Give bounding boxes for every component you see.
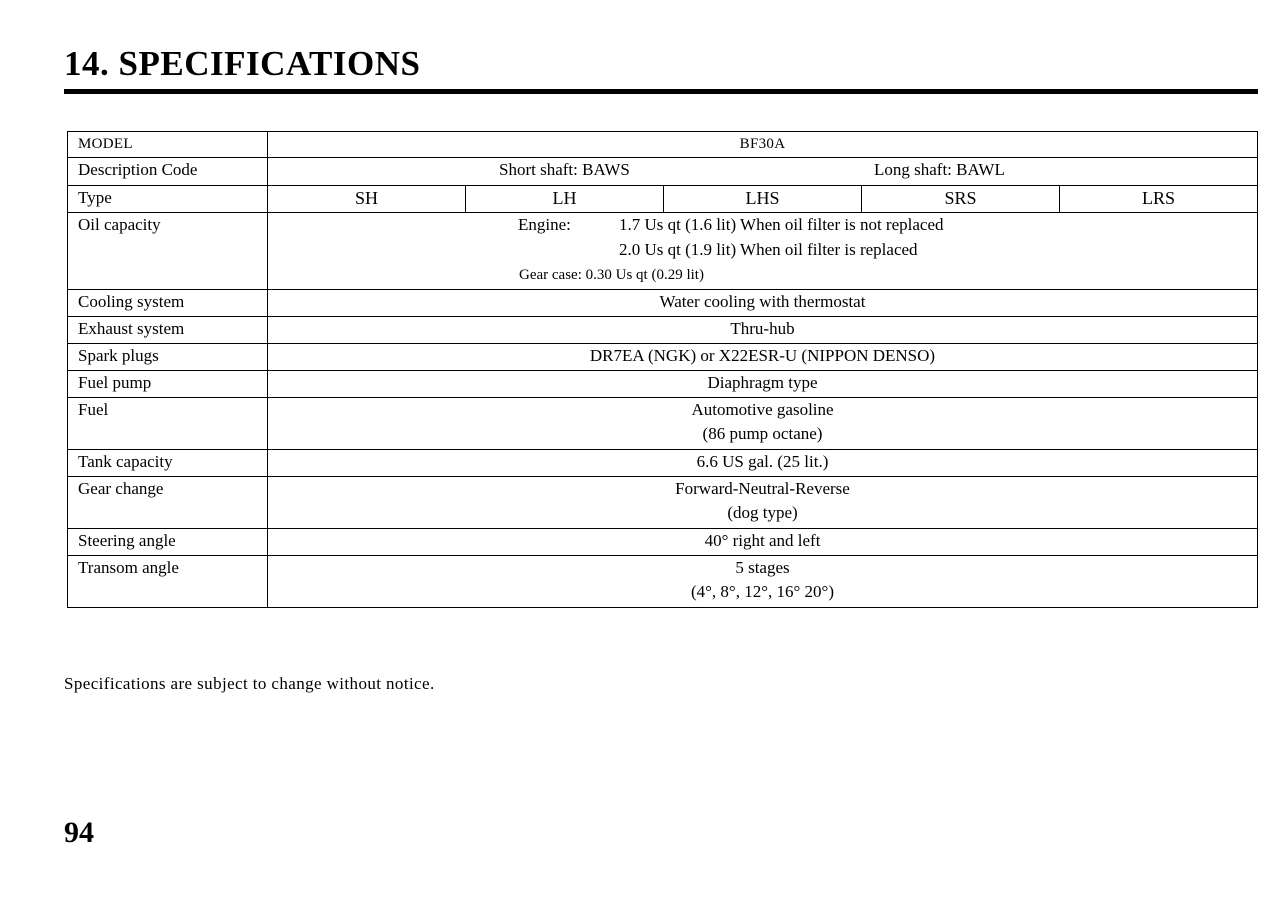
fuel-value [268, 398, 1258, 450]
table-row-gear-change [68, 477, 1258, 529]
row-label-gear-change: Gear change [68, 477, 268, 529]
table-row-description-code [68, 158, 1258, 186]
tank-capacity-value: 6.6 US gal. (25 lit.) [268, 450, 1258, 477]
table-row-spark-plugs [68, 344, 1258, 371]
row-label-spark-plugs: Spark plugs [68, 344, 268, 371]
transom-angle-line2: (4°, 8°, 12°, 16° 20°) [690, 582, 835, 601]
row-label-steering-angle: Steering angle [68, 529, 268, 556]
fuel-pump-value: Diaphragm type [268, 371, 1258, 398]
exhaust-system-value: Thru-hub [268, 317, 1258, 344]
table-row-fuel [68, 398, 1258, 450]
oil-engine-line2: 2.0 Us qt (1.9 lit) When oil filter is replaced [619, 240, 918, 259]
cooling-system-value: Water cooling with thermostat [268, 290, 1258, 317]
table-row-type [68, 186, 1258, 213]
model-value: BF30A [268, 132, 1258, 158]
oil-gear-case: Gear case: 0.30 Us qt (0.29 lit) [519, 267, 704, 283]
fuel-line1: Automotive gasoline [691, 400, 834, 419]
row-label-oil-capacity: Oil capacity [68, 213, 268, 290]
transom-angle-line1: 5 stages [735, 558, 790, 577]
row-label-fuel-pump: Fuel pump [68, 371, 268, 398]
table-row-cooling-system [68, 290, 1258, 317]
short-shaft-code: Short shaft: BAWS [499, 160, 630, 179]
row-label-description-code: Description Code [68, 158, 268, 186]
long-shaft-code: Long shaft: BAWL [874, 160, 1005, 179]
gear-change-value [268, 477, 1258, 529]
row-label-fuel: Fuel [68, 398, 268, 450]
description-code-value [268, 158, 1258, 186]
row-label-tank-capacity: Tank capacity [68, 450, 268, 477]
table-row-oil-capacity [68, 213, 1258, 290]
gear-change-line1: Forward-Neutral-Reverse [675, 479, 850, 498]
row-label-type: Type [68, 186, 268, 213]
type-value-srs: SRS [862, 186, 1060, 213]
spark-plugs-value: DR7EA (NGK) or X22ESR-U (NIPPON DENSO) [268, 344, 1258, 371]
row-label-transom-angle: Transom angle [68, 556, 268, 608]
oil-capacity-value [268, 213, 1258, 290]
table-row-model [68, 132, 1258, 158]
page-number: 94 [64, 816, 94, 849]
table-row-tank-capacity [68, 450, 1258, 477]
row-label-model: MODEL [68, 132, 268, 158]
specifications-table [67, 131, 1258, 608]
type-value-lhs: LHS [664, 186, 862, 213]
footer-note: Specifications are subject to change without notice. [64, 674, 435, 693]
table-row-fuel-pump [68, 371, 1258, 398]
oil-engine-label: Engine: [518, 215, 571, 234]
table-row-steering-angle [68, 529, 1258, 556]
table-row-transom-angle [68, 556, 1258, 608]
transom-angle-value [268, 556, 1258, 608]
steering-angle-value: 40° right and left [268, 529, 1258, 556]
title-rule [64, 89, 1258, 94]
row-label-exhaust-system: Exhaust system [68, 317, 268, 344]
row-label-cooling-system: Cooling system [68, 290, 268, 317]
type-value-sh: SH [268, 186, 466, 213]
page-title: 14. SPECIFICATIONS [64, 44, 421, 83]
type-value-lrs: LRS [1060, 186, 1258, 213]
oil-engine-line1: 1.7 Us qt (1.6 lit) When oil filter is not replaced [619, 215, 944, 234]
table-row-exhaust-system [68, 317, 1258, 344]
fuel-line2: (86 pump octane) [702, 424, 823, 443]
type-value-lh: LH [466, 186, 664, 213]
gear-change-line2: (dog type) [727, 503, 798, 522]
